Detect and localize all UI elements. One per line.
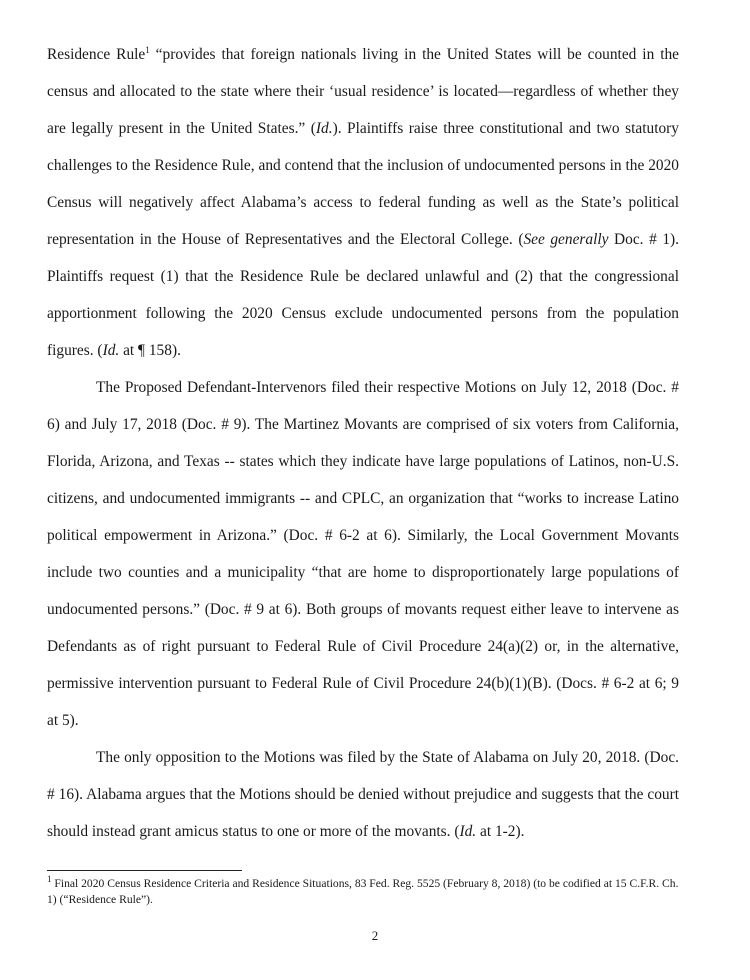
citation-italic: Id. [102, 342, 120, 359]
text-run: ). Plaintiffs raise three constitutional and two statutory challenges to the Residence Rule, and contend that the inclusion of undocumented persons in the 2020 Census will negatively affect Alabama’s access to federal funding as well as the State’s political representation in the House of Representatives and the Electoral College. ( [47, 120, 679, 248]
text-run: The only opposition to the Motions was filed by the State of Alabama on July 20, 2018. (Doc. # 16). Alabama argues that the Motions should be denied without prejudice and suggests that the court should instead grant amicus status to one or more of the movants. ( [47, 749, 679, 840]
text-run: Doc. # 1). Plaintiffs request (1) that the Residence Rule be declared unlawful and (2) that the congressional apportionment following the 2020 Census exclude undocumented persons from the population figures. ( [47, 231, 679, 359]
page-number: 2 [371, 928, 379, 943]
footnote-divider [47, 870, 242, 871]
footnote [47, 876, 679, 908]
text-run: at ¶ 158). [119, 342, 181, 359]
citation-italic: Id. [459, 823, 477, 840]
citation-italic: Id. [315, 120, 333, 137]
citation-italic: See generally [523, 231, 609, 248]
paragraph-opposition [47, 739, 679, 850]
footnote-marker: 1 [47, 874, 52, 885]
paragraph-residence-rule [47, 36, 679, 369]
footnote-text: Final 2020 Census Residence Criteria and Residence Situations, 83 Fed. Reg. 5525 (February 8, 2018) (to be codified at 15 C.F.R. Ch. 1) (“Residence Rule”). [47, 877, 679, 906]
text-run: Residence Rule [47, 46, 146, 63]
paragraph-intervenors: The Proposed Defendant-Intervenors filed their respective Motions on July 12, 2018 (Doc. # 6) and July 17, 2018 (Doc. # 9). The Martinez Movants are comprised of six voters from California, Florida, Arizona, and Texas -- states which they indicate have large populations of Latinos, non-U.S. citizens, and undocumented immigrants -- and CPLC, an organization that “works to increase Latino political empowerment in Arizona.” (Doc. # 6-2 at 6). Similarly, the Local Government Movants include two counties and a municipality “that are home to disproportionately large populations of undocumented persons.” (Doc. # 9 at 6). Both groups of movants request either leave to intervene as Defendants as of right pursuant to Federal Rule of Civil Procedure 24(a)(2) or, in the alternative, permissive intervention pursuant to Federal Rule of Civil Procedure 24(b)(1)(B). (Docs. # 6-2 at 6; 9 at 5). [47, 379, 679, 729]
text-run: “provides that foreign nationals living in the United States will be counted in the census and allocated to the state where their ‘usual residence’ is located—regardless of whether they are legally present in the United States.” ( [47, 46, 679, 137]
footnote-reference[interactable]: 1 [145, 44, 150, 55]
text-run: at 1-2). [476, 823, 525, 840]
document-body [47, 36, 679, 850]
